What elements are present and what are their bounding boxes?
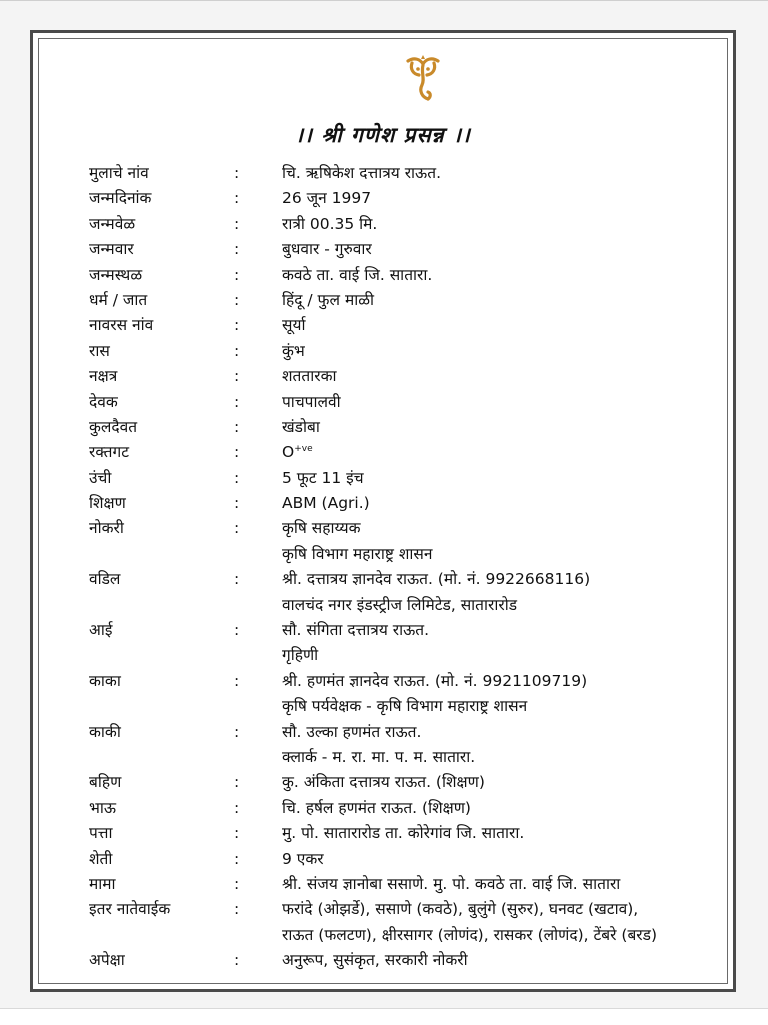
field-value [282, 339, 305, 364]
detail-row [39, 923, 727, 948]
field-value-text: सूर्या [282, 316, 306, 335]
detail-row [39, 390, 727, 415]
field-label: शिक्षण [89, 494, 126, 513]
field-value [282, 897, 638, 922]
field-value-text: 26 जून 1997 [282, 189, 372, 208]
field-separator: : [234, 164, 240, 182]
field-value-superscript: +ve [294, 444, 313, 455]
field-value [282, 643, 318, 668]
detail-row [39, 415, 727, 440]
field-value-text: बुधवार - गुरुवार [282, 240, 372, 259]
detail-row [39, 288, 727, 313]
field-value-text: कुंभ [282, 341, 305, 360]
field-value-text: फरांदे (ओझर्डे), ससाणे (कवठे), बुलुंगे (सुरुर), घनवट (खटाव), [282, 900, 639, 919]
field-label: काका [89, 671, 121, 690]
field-separator: : [234, 367, 240, 386]
field-label: पत्ता [89, 824, 113, 843]
detail-row [39, 694, 727, 719]
ganesha-icon [404, 55, 442, 103]
field-value [282, 263, 432, 288]
field-value [282, 948, 468, 973]
field-value-text: ABM (Agri.) [282, 494, 370, 513]
field-value [282, 186, 371, 211]
detail-row [39, 339, 727, 364]
field-value [282, 872, 620, 897]
detail-row [39, 440, 727, 465]
field-separator: : [234, 722, 240, 741]
field-separator: : [234, 443, 240, 462]
field-separator: : [234, 798, 240, 817]
field-value-text: गृहिणी [282, 646, 319, 665]
field-separator: : [234, 621, 240, 640]
field-separator: : [234, 468, 240, 487]
detail-row [39, 516, 727, 541]
bottom-bar [0, 1008, 768, 1025]
field-separator: : [234, 341, 240, 360]
field-value-text: 5 फूट 11 इंच [282, 468, 364, 487]
field-label: कुलदैवत [89, 417, 138, 436]
field-label: जन्मवार [89, 240, 134, 259]
field-value [282, 212, 377, 237]
field-separator: : [234, 316, 240, 335]
detail-row [39, 567, 727, 592]
field-separator: : [234, 874, 240, 893]
field-value [282, 390, 341, 415]
detail-row [39, 618, 727, 643]
field-label: रास [89, 341, 110, 360]
field-label: नोकरी [89, 519, 124, 538]
detail-row [39, 186, 727, 211]
field-label: रक्तगट [89, 443, 130, 462]
field-value-text: कवठे ता. वाई जि. सातारा. [282, 265, 433, 284]
field-separator: : [234, 494, 240, 513]
field-value-text: पाचपालवी [282, 392, 341, 411]
field-value [282, 770, 485, 795]
field-value-text: कृषि पर्यवेक्षक - कृषि विभाग महाराष्ट्र शासन [282, 697, 528, 716]
field-value-text: सौ. उल्का हणमंत राऊत. [282, 722, 422, 741]
field-value-text: चि. ऋषिकेश दत्तात्रय राऊत. [282, 164, 441, 182]
field-value [282, 288, 374, 313]
field-separator: : [234, 900, 240, 919]
field-value-text: वालचंद नगर इंडस्ट्रीज लिमिटेड, सातारारोड [282, 595, 518, 614]
field-value-text: क्लार्क - म. रा. मा. प. म. सातारा. [282, 747, 476, 766]
field-value [282, 491, 370, 516]
field-separator: : [234, 290, 240, 309]
field-label: इतर नातेवाईक [89, 900, 171, 919]
details-list [39, 161, 727, 974]
field-value [282, 313, 305, 338]
field-label: मुलाचे नांव [89, 164, 149, 182]
field-value [282, 516, 361, 541]
field-value [282, 593, 517, 618]
field-label: शेती [89, 849, 113, 868]
field-label: मामा [89, 874, 116, 893]
field-label: वडिल [89, 570, 121, 589]
field-value [282, 923, 657, 948]
field-label: काकी [89, 722, 121, 741]
field-label: धर्म / जात [89, 290, 148, 309]
field-value [282, 364, 336, 389]
field-value [282, 567, 590, 592]
field-value-text: मु. पो. सातारारोड ता. कोरेगांव जि. सातारा. [282, 824, 525, 843]
field-separator: : [234, 417, 240, 436]
field-label: नावरस नांव [89, 316, 154, 335]
detail-row [39, 542, 727, 567]
top-divider [0, 0, 768, 1]
field-value-text: राऊत (फलटण), क्षीरसागर (लोणंद), रासकर (लोणंद), टेंबरे (बरड) [282, 925, 657, 944]
field-label: बहिण [89, 773, 122, 792]
field-value [282, 237, 372, 262]
field-label: देवक [89, 392, 118, 411]
field-label: भाऊ [89, 798, 117, 817]
field-separator: : [234, 849, 240, 868]
field-value-text: कृषि विभाग महाराष्ट्र शासन [282, 544, 433, 563]
field-value-text: चि. हर्षल हणमंत राऊत. (शिक्षण) [282, 798, 471, 817]
field-separator: : [234, 773, 240, 792]
detail-row [39, 237, 727, 262]
detail-row [39, 897, 727, 922]
field-value [282, 466, 364, 491]
field-value-text: O [282, 443, 295, 462]
detail-row [39, 847, 727, 872]
field-separator: : [234, 392, 240, 411]
detail-row [39, 313, 727, 338]
field-value [282, 821, 524, 846]
detail-row [39, 364, 727, 389]
field-separator: : [234, 671, 240, 690]
field-label: नक्षत्र [89, 367, 118, 386]
detail-row [39, 948, 727, 973]
field-value-text: श्री. दत्तात्रय ज्ञानदेव राऊत. (मो. नं. 9922668116) [282, 570, 591, 589]
field-value-text: सौ. संगिता दत्तात्रय राऊत. [282, 621, 430, 640]
field-value-text: कु. अंकिता दत्तात्रय राऊत. (शिक्षण) [282, 773, 485, 792]
field-value [282, 618, 429, 643]
field-separator: : [234, 214, 240, 233]
field-value [282, 745, 475, 770]
detail-row [39, 466, 727, 491]
field-value-text: 9 एकर [282, 849, 324, 868]
field-separator: : [234, 519, 240, 538]
field-value-text: अनुरूप, सुसंकृत, सरकारी नोकरी [282, 951, 468, 970]
field-value-text: श्री. संजय ज्ञानोबा ससाणे. मु. पो. कवठे ता. वाई जि. सातारा [282, 874, 621, 893]
field-separator: : [234, 951, 240, 970]
field-label: अपेक्षा [89, 951, 125, 970]
field-value [282, 847, 324, 872]
field-value [282, 694, 527, 719]
page-title: ।। श्री गणेश प्रसन्न ।। [295, 122, 471, 147]
field-value [282, 796, 471, 821]
field-value-text: रात्री 00.35 मि. [282, 214, 378, 233]
biodata-card [30, 30, 736, 992]
field-value-text: शततारका [282, 367, 337, 386]
field-value [282, 720, 421, 745]
field-separator: : [234, 189, 240, 208]
detail-row [39, 263, 727, 288]
card-inner-border [38, 38, 728, 984]
field-label: जन्मस्थळ [89, 265, 143, 284]
detail-row [39, 770, 727, 795]
field-value [282, 669, 587, 694]
detail-row [39, 669, 727, 694]
field-label: उंची [89, 468, 112, 487]
field-label: जन्मवेळ [89, 214, 136, 233]
field-value-text: श्री. हणमंत ज्ञानदेव राऊत. (मो. नं. 9921109719) [282, 671, 588, 690]
detail-row [39, 491, 727, 516]
field-separator: : [234, 265, 240, 284]
detail-row [39, 745, 727, 770]
detail-row [39, 643, 727, 668]
field-value [282, 542, 432, 567]
detail-row [39, 821, 727, 846]
detail-row [39, 720, 727, 745]
field-value [282, 440, 313, 465]
field-separator: : [234, 824, 240, 843]
detail-row [39, 161, 727, 186]
field-separator: : [234, 570, 240, 589]
field-value-text: हिंदू / फुल माळी [282, 290, 375, 309]
field-label: आई [89, 621, 113, 640]
field-value-text: खंडोबा [282, 417, 320, 436]
field-value [282, 415, 320, 440]
field-value [282, 161, 441, 186]
detail-row [39, 872, 727, 897]
detail-row [39, 796, 727, 821]
detail-row [39, 593, 727, 618]
field-separator: : [234, 240, 240, 259]
detail-row [39, 212, 727, 237]
field-value-text: कृषि सहाय्यक [282, 519, 361, 538]
field-label: जन्मदिनांक [89, 189, 152, 208]
